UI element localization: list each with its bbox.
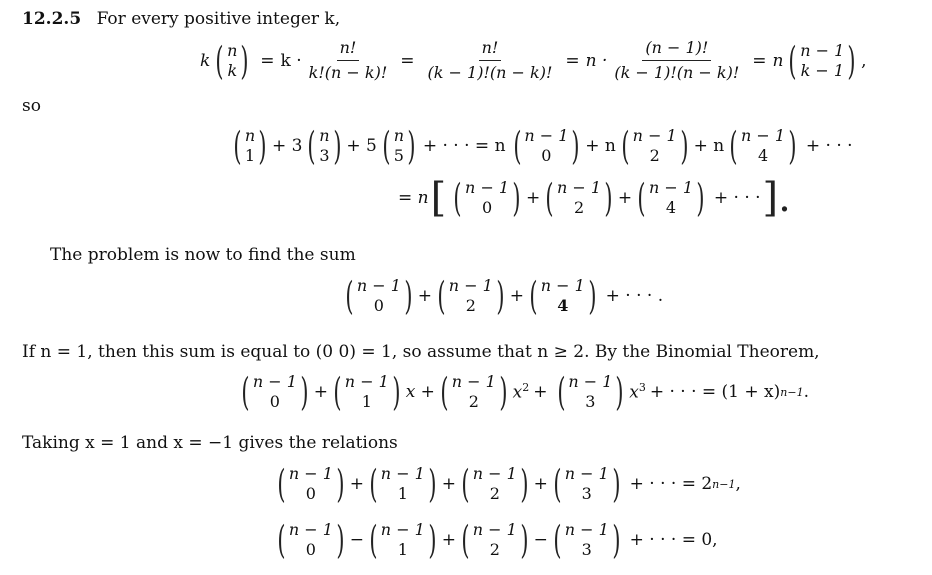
eq1-binom-lhs: ( n k ) [215,38,249,83]
text-if-n-equals-1: If n = 1, then this sum is equal to (0 0) = 1, so assume that n ≥ 2. By the Binomial Theorem, [22,342,820,362]
equation-factored: = n [ ( n − 1 0 ) + ( n − 1 2 ) + ( n − 1 4 ) + · · · ]. [398,175,791,221]
eq1-lhs-coef: k [200,50,211,71]
equation-relation-plus: ( n − 1 0 ) + ( n − 1 1 ) + ( n − 1 2 ) + ( n − 1 3 ) + · · · = 2 n−1 , [277,462,741,506]
text-taking-x: Taking x = 1 and x = −1 gives the relations [22,433,398,453]
equation-relation-minus: ( n − 1 0 ) − ( n − 1 1 ) + ( n − 1 2 ) − ( n − 1 3 ) + · · · = 0, [277,518,718,562]
eq1-n-dot: n · [585,50,608,71]
problem-number: 12.2.5 [22,9,82,29]
equation-identity: k ( n k ) = k · $\frac{n!}{k!(n - k)!}$ = $\frac{n!}{(k - 1)!(n - k)!}$ = n · $\frac{(n - 1)!}{(k - 1)!(n - k)!}$ = n ( n − 1 k − 1 ) , [200,38,867,83]
text-problem-statement: The problem is now to find the sum [50,245,356,265]
eq1-k-dot: k · [280,50,302,71]
eq1-frac-1: $\frac{n!}{k!(n - k)!}$ [308,38,388,82]
equation-sum-odd: ( n 1 ) + 3 ( n 3 ) + 5 ( n 5 ) + · · · = n ( n − 1 0 ) + n ( n − 1 2 ) + n ( n − 1 4 ) + · · · [233,124,853,168]
problem-heading [22,9,340,29]
equation-binomial-theorem: ( n − 1 0 ) + ( n − 1 1 ) x + ( n − 1 2 ) $x^2$ + ( n − 1 3 ) $x^3$ + · · · = (1 + x) n−1 . [241,370,809,414]
eq1-binom-rhs: ( n − 1 k − 1 ) [788,38,856,83]
word-so: so [22,96,41,116]
equation-target-sum: ( n − 1 0 ) + ( n − 1 2 ) + ( n − 1 4 ) + · · · . [345,274,664,318]
problem-intro: For every positive integer k, [96,9,341,29]
eq1-frac-2: $\frac{n!}{(k - 1)!(n - k)!}$ [427,38,553,82]
eq1-rhs-coef: n [772,50,784,71]
eq1-frac-3: $\frac{(n - 1)!}{(k - 1)!(n - k)!}$ [614,38,740,82]
